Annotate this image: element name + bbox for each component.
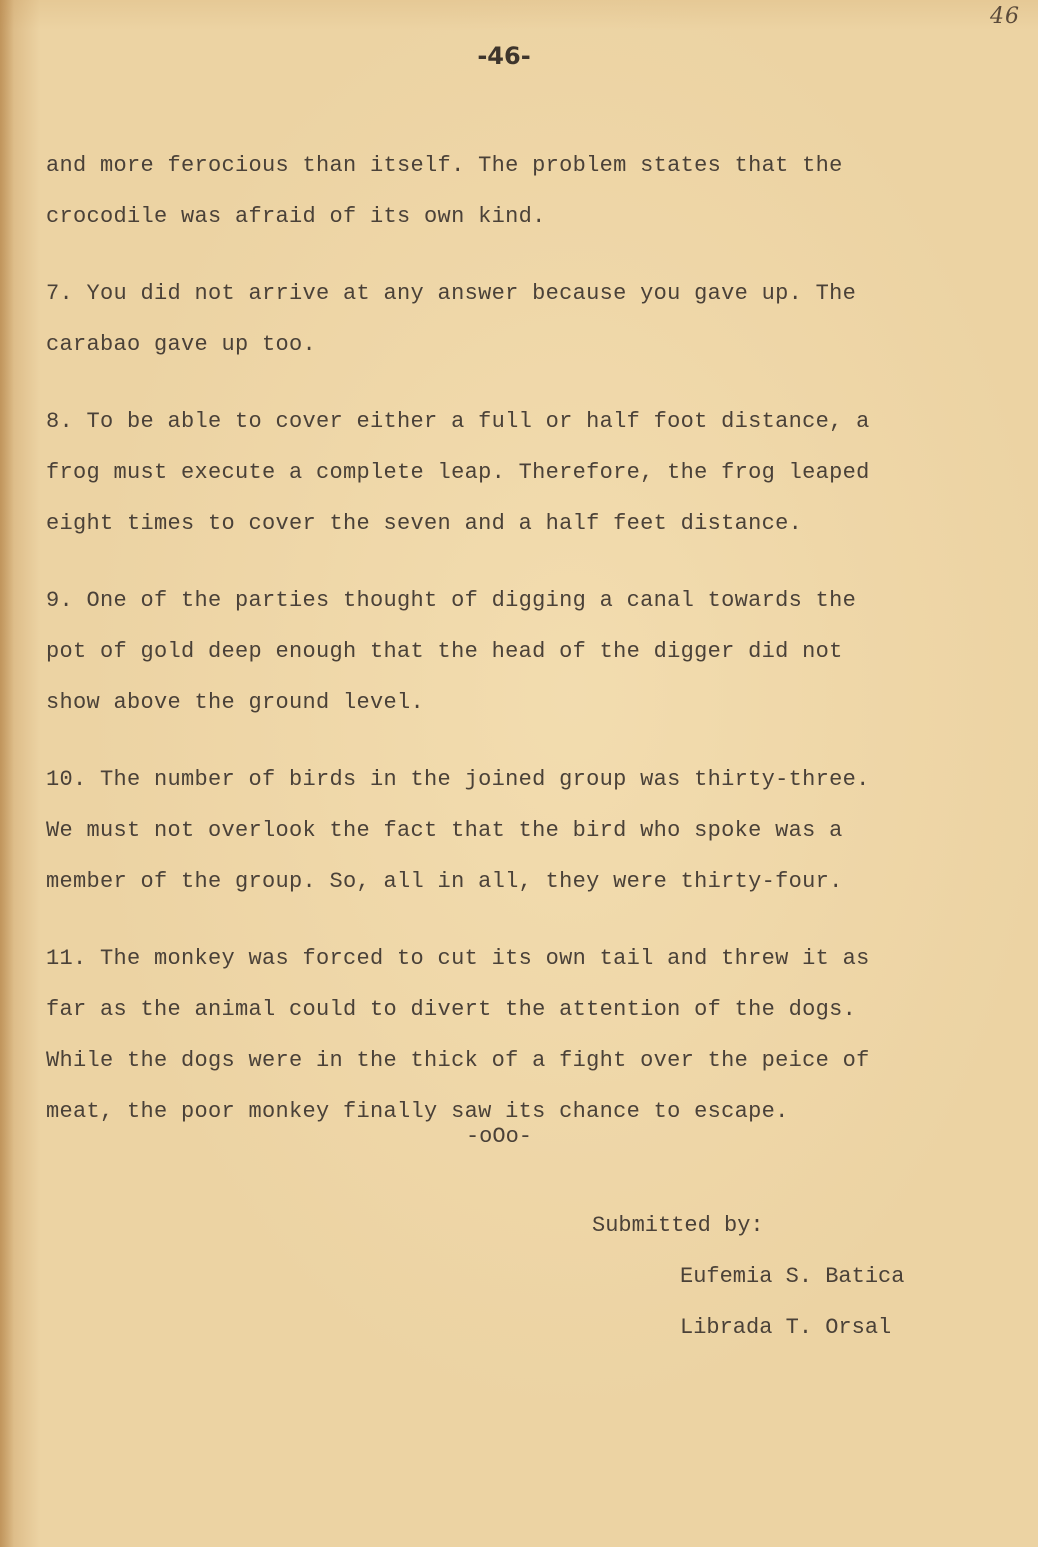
text-line: member of the group. So, all in all, they were thirty-four. <box>46 869 843 894</box>
text-line: 11. The monkey was forced to cut its own tail and threw it as <box>46 946 870 971</box>
submission-block <box>592 1200 904 1353</box>
page-edge-shadow <box>0 0 14 1547</box>
text-line: 10. The number of birds in the joined group was thirty-three. <box>46 767 870 792</box>
archive-page-mark: 46 <box>990 4 1020 29</box>
text-line: crocodile was afraid of its own kind. <box>46 204 546 229</box>
text-line: 7. You did not arrive at any answer because you gave up. The <box>46 281 857 306</box>
signer-name: Librada T. Orsal <box>680 1315 892 1340</box>
body-text <box>46 140 986 1163</box>
text-line: carabao gave up too. <box>46 332 317 357</box>
text-line: While the dogs were in the thick of a fight over the peice of <box>46 1048 870 1073</box>
text-line: pot of gold deep enough that the head of the digger did not <box>46 639 843 664</box>
answer-11 <box>46 933 986 1137</box>
answer-10 <box>46 754 986 907</box>
text-line: and more ferocious than itself. The problem states that the <box>46 153 843 178</box>
text-line: eight times to cover the seven and a half feet distance. <box>46 511 803 536</box>
answer-9 <box>46 575 986 728</box>
text-line: meat, the poor monkey finally saw its chance to escape. <box>46 1099 789 1124</box>
answer-8 <box>46 396 986 549</box>
text-line: 8. To be able to cover either a full or half foot distance, a <box>46 409 870 434</box>
answer-7 <box>46 268 986 370</box>
text-line: show above the ground level. <box>46 690 425 715</box>
text-line: frog must execute a complete leap. Therefore, the frog leaped <box>46 460 870 485</box>
page-number: -46- <box>477 42 531 70</box>
submitted-by-label: Submitted by: <box>592 1213 764 1238</box>
closing-mark: -oOo- <box>465 1124 532 1149</box>
text-line: We must not overlook the fact that the bird who spoke was a <box>46 818 843 843</box>
text-line: far as the animal could to divert the attention of the dogs. <box>46 997 857 1022</box>
signer-name: Eufemia S. Batica <box>680 1264 905 1289</box>
paragraph-continuation <box>46 140 986 242</box>
text-line: 9. One of the parties thought of digging a canal towards the <box>46 588 857 613</box>
